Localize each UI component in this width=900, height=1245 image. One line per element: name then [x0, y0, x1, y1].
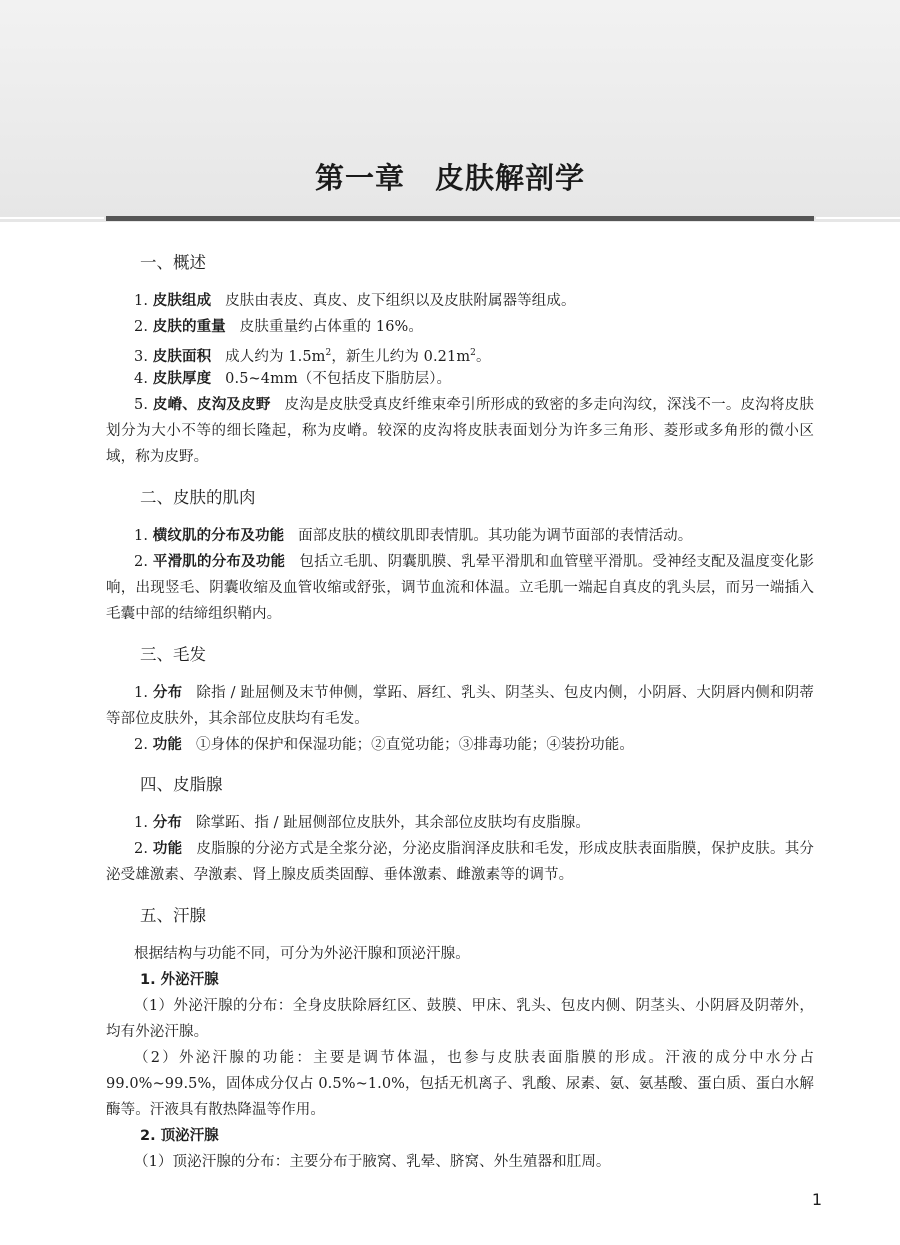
item-text: 皮肤由表皮、真皮、皮下组织以及皮肤附属器等组成。	[225, 293, 576, 309]
section-heading-overview: 一、概述	[140, 253, 206, 272]
item-text-c: 。	[476, 348, 491, 365]
section-heading-sebaceous: 四、皮脂腺	[140, 775, 223, 794]
page-number: 1	[811, 1190, 822, 1209]
item-term: 功能	[152, 841, 183, 857]
item-number: 2.	[134, 554, 149, 570]
item-striated-muscle	[106, 523, 814, 549]
item-term: 皮嵴、皮沟及皮野	[152, 397, 271, 413]
item-number: 2.	[134, 841, 149, 857]
section-heading-hair: 三、毛发	[140, 645, 206, 664]
item-term: 分布	[152, 815, 182, 831]
item-number: 1.	[134, 293, 149, 309]
item-term: 皮肤组成	[152, 293, 212, 309]
item-term: 功能	[152, 737, 182, 753]
rule-left	[0, 217, 104, 219]
item-term: 分布	[152, 685, 183, 701]
item-skin-thickness	[106, 366, 814, 392]
section-heading-muscles: 二、皮肤的肌肉	[140, 488, 256, 507]
superscript: 2	[470, 348, 476, 358]
item-number: 3.	[134, 348, 149, 365]
item-term: 皮肤的重量	[152, 319, 226, 335]
item-text: 皮沟是皮肤受真皮纤维束牵引所形成的致密的多走向沟纹，深浅不一。皮沟将皮肤划分为大小不等的细长隆起，称为皮嵴。较深的皮沟将皮肤表面划分为许多三角形、菱形或多角形的微小区域，称为皮野。	[106, 397, 814, 465]
item-text-a: 成人约为 1.5m	[225, 348, 326, 365]
chapter-divider	[106, 216, 814, 221]
item-hair-distribution	[106, 680, 814, 732]
subheading-eccrine: 1. 外泌汗腺	[140, 972, 219, 988]
item-term: 皮肤厚度	[152, 371, 212, 387]
sweat-intro: 根据结构与功能不同，可分为外泌汗腺和顶泌汗腺。	[134, 946, 470, 962]
item-term: 平滑肌的分布及功能	[152, 554, 286, 570]
item-text: 包括立毛肌、阴囊肌膜、乳晕平滑肌和血管壁平滑肌。受神经支配及温度变化影响，出现竖毛、阴囊收缩及血管收缩或舒张，调节血流和体温。立毛肌一端起自真皮的乳头层，而另一端插入毛囊中部的结缔组织鞘内。	[106, 554, 815, 622]
item-number: 1.	[134, 528, 149, 544]
apocrine-distribution: （1）顶泌汗腺的分布：主要分布于腋窝、乳晕、脐窝、外生殖器和肛周。	[134, 1154, 611, 1170]
item-text: 皮肤重量约占体重的 16%。	[239, 319, 424, 335]
item-skin-composition	[106, 288, 814, 314]
item-number: 5.	[134, 397, 149, 413]
superscript: 2	[325, 348, 332, 358]
item-number: 2.	[134, 737, 149, 753]
item-text: ①身体的保护和保湿功能；②直觉功能；③排毒功能；④装扮功能。	[195, 737, 634, 753]
eccrine-distribution: （1）外泌汗腺的分布：全身皮肤除唇红区、鼓膜、甲床、乳头、包皮内侧、阴茎头、小阴唇及阴蒂外，均有外泌汗腺。	[106, 998, 814, 1040]
item-term: 皮肤面积	[152, 348, 212, 365]
chapter-title: 第一章 皮肤解剖学	[314, 161, 585, 195]
item-number: 1.	[134, 685, 149, 701]
section-heading-sweat-glands: 五、汗腺	[140, 906, 206, 925]
item-sebaceous-distribution	[106, 810, 814, 836]
item-term: 横纹肌的分布及功能	[152, 528, 285, 544]
item-number: 4.	[134, 371, 149, 387]
item-hair-function	[106, 732, 814, 758]
eccrine-function: （2）外泌汗腺的功能：主要是调节体温，也参与皮肤表面脂膜的形成。汗液的成分中水分占 99.0%~99.5%，固体成分仅占 0.5%~1.0%，包括无机离子、乳酸、尿素、氨、氨基酸、蛋白质、蛋白水解酶等。汗液具有散热降温等作用。	[106, 1050, 814, 1118]
item-text: 除掌跖、指 / 趾屈侧部位皮肤外，其余部位皮肤均有皮脂腺。	[195, 815, 590, 831]
item-text: 面部皮肤的横纹肌即表情肌。其功能为调节面部的表情活动。	[298, 528, 693, 544]
item-number: 1.	[134, 815, 149, 831]
item-number: 2.	[134, 319, 149, 335]
item-text: 皮脂腺的分泌方式是全浆分泌，分泌皮脂润泽皮肤和毛发，形成皮肤表面脂膜，保护皮肤。其分泌受雄激素、孕激素、肾上腺皮质类固醇、垂体激素、雌激素等的调节。	[106, 841, 814, 883]
item-skin-weight	[106, 314, 814, 340]
item-smooth-muscle	[106, 549, 814, 627]
item-ridges-furrows	[106, 392, 814, 470]
item-text-b: ，新生儿约为 0.21m	[331, 348, 471, 365]
rule-right	[816, 217, 900, 219]
item-text: 除指 / 趾屈侧及末节伸侧，掌跖、唇红、乳头、阴茎头、包皮内侧，小阴唇、大阴唇内侧和阴蒂等部位皮肤外，其余部位皮肤均有毛发。	[106, 685, 814, 727]
item-sebaceous-function	[106, 836, 814, 888]
subheading-apocrine: 2. 顶泌汗腺	[140, 1128, 219, 1144]
item-text: 0.5~4mm（不包括皮下脂肪层）。	[225, 371, 452, 387]
